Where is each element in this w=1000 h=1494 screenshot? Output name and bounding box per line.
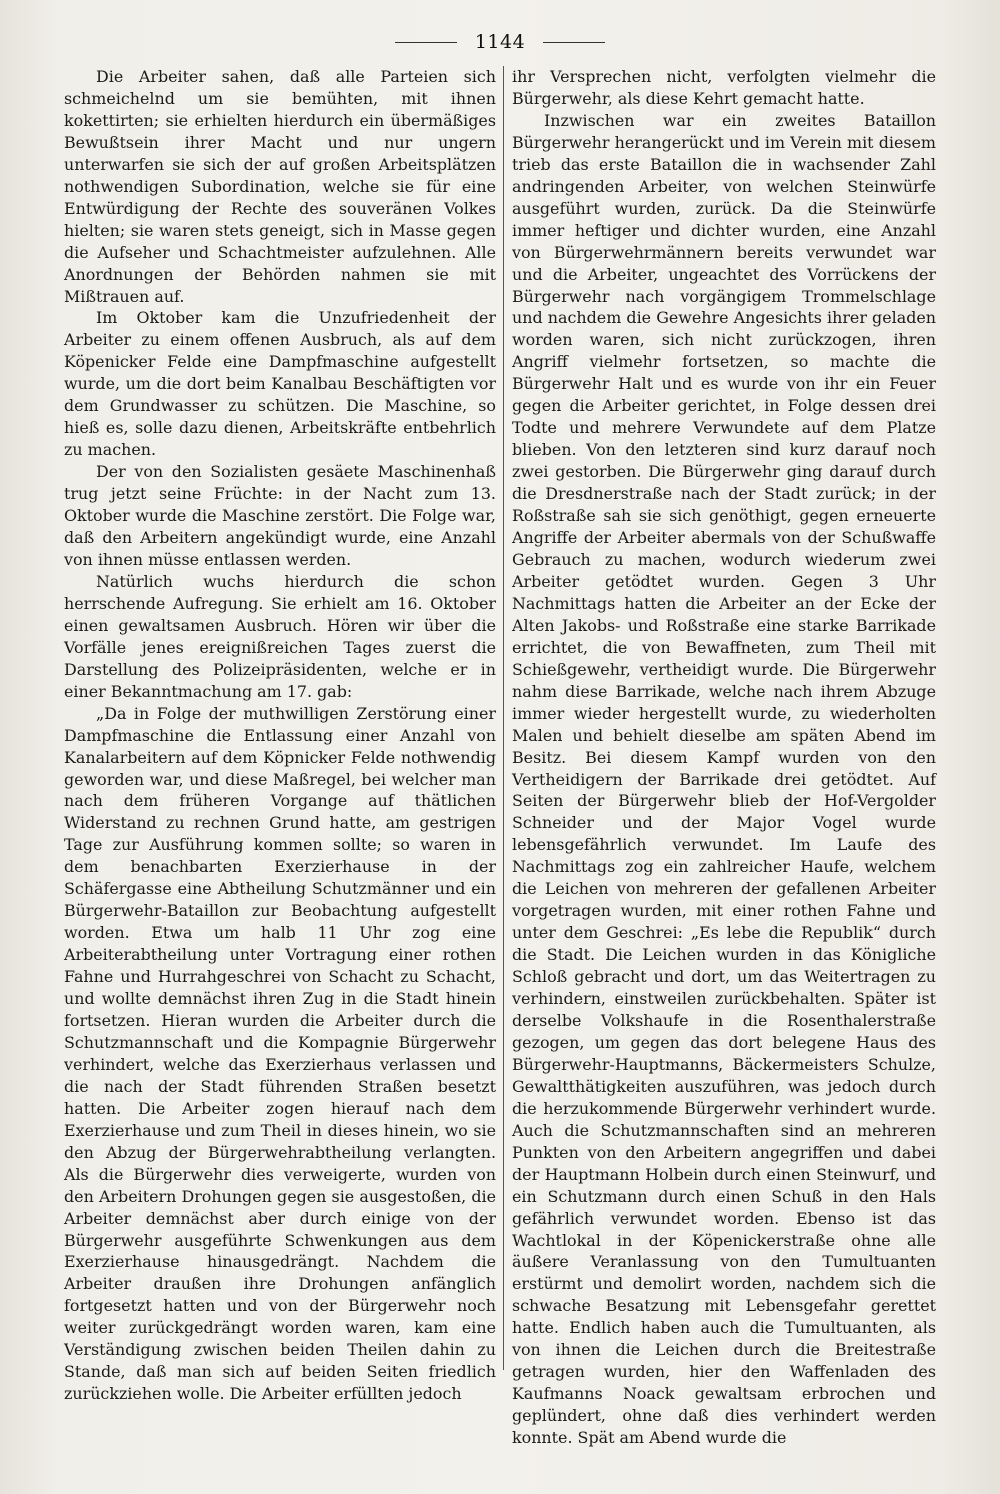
column-divider [503, 66, 504, 1370]
header-rule-right [543, 42, 605, 43]
paragraph: Natürlich wuchs hierdurch die schon herrschende Aufregung. Sie erhielt am 16. Oktober einen gewaltsamen Ausbruch. Hören wir über die Vorfälle jenes ereignißreichen Tages zuerst die Darstellung des Polizeipräsidenten, welche er in einer Bekanntmachung am 17. gab: [64, 571, 496, 701]
header-rule-left [395, 42, 457, 43]
quoted-paragraph: „Da in Folge der muthwilligen Zerstörung einer Dampfmaschine die Entlassung einer Anzahl von Kanalarbeitern auf dem Köpnicker Felde nothwendig geworden war, und diese Maßregel, bei welcher man nach dem früheren Vorgange auf thätlichen Widerstand zu rechnen Grund hatte, am gestrigen Tage zur Ausführung kommen sollte; so waren in dem benachbarten Exerzierhause in der Schäfergasse eine Abtheilung Schutzmänner und ein Bürgerwehr-Bataillon zur Beobachtung aufgestellt worden. Etwa um halb 11 Uhr zog eine Arbeiterabtheilung unter Vortragung einer rothen Fahne und Hurrahgeschrei von Schacht zu Schacht, und wollte demnächst ihren Zug in die Stadt hinein fortsetzen. Hieran wurden die Arbeiter durch die Schutzmannschaft und die Kompagnie Bürgerwehr verhindert, welche das Exerzierhaus verlassen und die nach der Stadt führenden Straßen besetzt hatten. Die Arbeiter zogen hierauf nach dem Exerzierhause und zum Theil in dieses hinein, wo sie den Abzug der Bürgerwehrabtheilung verlangten. Als die Bürgerwehr dies verweigerte, wurden von den Arbeitern Drohungen gegen sie ausgestoßen, die Arbeiter demnächst aber durch einige von der Bürgerwehr ausgeführte Schwenkungen aus dem Exerzierhause hinausgedrängt. Nachdem die Arbeiter draußen ihre Drohungen anfänglich fortgesetzt hatten und von der Bürgerwehr noch weiter zurückgedrängt worden waren, kam eine Verständigung zwischen beiden Theilen dahin zu Stande, daß man sich auf beiden Seiten friedlich zurückziehen wolle. Die Arbeiter erfüllten jedoch [64, 703, 496, 1404]
paragraph: Der von den Sozialisten gesäete Maschinenhaß trug jetzt seine Früchte: in der Nacht zum 13. Oktober wurde die Maschine zerstört. Die Folge war, daß den Arbeitern angekündigt wurde, eine Anzahl von ihnen müsse entlassen werden. [64, 462, 496, 569]
left-column [64, 66, 496, 1405]
paragraph: ihr Versprechen nicht, verfolgten vielmehr die Bürgerwehr, als diese Kehrt gemacht hatte. [512, 67, 936, 108]
paragraph: Im Oktober kam die Unzufriedenheit der Arbeiter zu einem offenen Ausbruch, als auf dem Köpenicker Felde eine Dampfmaschine aufgestellt wurde, um die dort beim Kanalbau Beschäftigten vor dem Grundwasser zu schützen. Die Maschine, so hieß es, solle dazu dienen, Arbeitskräfte entbehrlich zu machen. [64, 308, 496, 460]
paragraph: Inzwischen war ein zweites Bataillon Bürgerwehr herangerückt und im Verein mit diesem trieb das erste Bataillon die in wachsender Zahl andringenden Arbeiter, von welchen Steinwürfe ausgeführt wurden, zurück. Da die Steinwürfe immer heftiger und dichter wurden, eine Anzahl von Bürgerwehrmännern bereits verwundet war und die Arbeiter, ungeachtet des Vorrückens der Bürgerwehr nach vorgängigem Trommelschlage und nachdem die Gewehre Angesichts ihrer geladen worden waren, sich nicht zurückzogen, ihren Angriff vielmehr fortsetzen, so machte die Bürgerwehr Halt und es wurde von ihr ein Feuer gegen die Arbeiter gerichtet, in Folge dessen drei Todte und mehrere Verwundete auf dem Platze blieben. Von den letzteren sind kurz darauf noch zwei gestorben. Die Bürgerwehr ging darauf durch die Dresdnerstraße nach der Stadt zurück; in der Roßstraße sah sie sich genöthigt, gegen erneuerte Angriffe der Arbeiter abermals von der Schußwaffe Gebrauch zu machen, wodurch wiederum zwei Arbeiter getödtet wurden. Gegen 3 Uhr Nachmittags hatten die Arbeiter an der Ecke der Alten Jakobs- und Roßstraße eine starke Barrikade errichtet, die von Bewaffneten, zum Theil mit Schießgewehr, vertheidigt wurde. Die Bürgerwehr nahm diese Barrikade, welche nach ihrem Abzuge immer wieder hergestellt wurde, zu wiederholten Malen und behielt dieselbe am späten Abend im Besitz. Bei diesem Kampf wurden von den Vertheidigern der Barrikade drei getödtet. Auf Seiten der Bürgerwehr blieb der Hof-Vergolder Schneider und der Major Vogel wurde lebensgefährlich verwundet. Im Laufe des Nachmittags zog ein zahlreicher Haufe, welchem die Leichen von mehreren der gefallenen Arbeiter vorgetragen wurden, mit einer rothen Fahne und unter dem Geschrei: „Es lebe die Republik“ durch die Stadt. Die Leichen wurden in das Königliche Schloß gebracht und dort, um das Weitertragen zu verhindern, einstweilen zurückbehalten. Später ist derselbe Volkshaufe in die Rosenthalerstraße gezogen, um gegen das dort belegene Haus des Bürgerwehr-Hauptmanns, Bäckermeisters Schulze, Gewaltthätigkeiten auszuführen, was jedoch durch die herzukommende Bürgerwehr verhindert wurde. Auch die Schutzmannschaften sind an mehreren Punkten von den Arbeitern angegriffen und dabei der Hauptmann Holbein durch einen Steinwurf, und ein Schutzmann durch einen Schuß in den Hals gefährlich verwundet worden. Ebenso ist das Wachtlokal in der Köpenickerstraße ohne alle äußere Veranlassung von den Tumultuanten erstürmt und demolirt worden, nachdem sich die schwache Besatzung mit Lebensgefahr gerettet hatte. Endlich haben auch die Tumultuanten, als von ihnen die Leichen durch die Breitestraße getragen wurden, hier den Waffenladen des Kaufmanns Noack gewaltsam erbrochen und geplündert, ohne daß dies verhindert werden konnte. Spät am Abend wurde die [512, 110, 936, 1448]
right-column [512, 66, 936, 1449]
paragraph: Die Arbeiter sahen, daß alle Parteien sich schmeichelnd um sie bemühten, mit ihnen kokettirten; sie erhielten hierdurch ein übermäßiges Bewußtsein ihrer Macht und nur ungern unterwarfen sie sich der auf großen Arbeitsplätzen nothwendigen Subordination, welche sie für eine Entwürdigung der Rechte des souveränen Volkes hielten; sie waren stets geneigt, sich in Masse gegen die Aufseher und Schachtmeister aufzulehnen. Alle Anordnungen der Behörden nahmen sie mit Mißtrauen auf. [64, 67, 496, 306]
page-number: 1144 [474, 31, 526, 53]
page-header [0, 28, 1000, 56]
